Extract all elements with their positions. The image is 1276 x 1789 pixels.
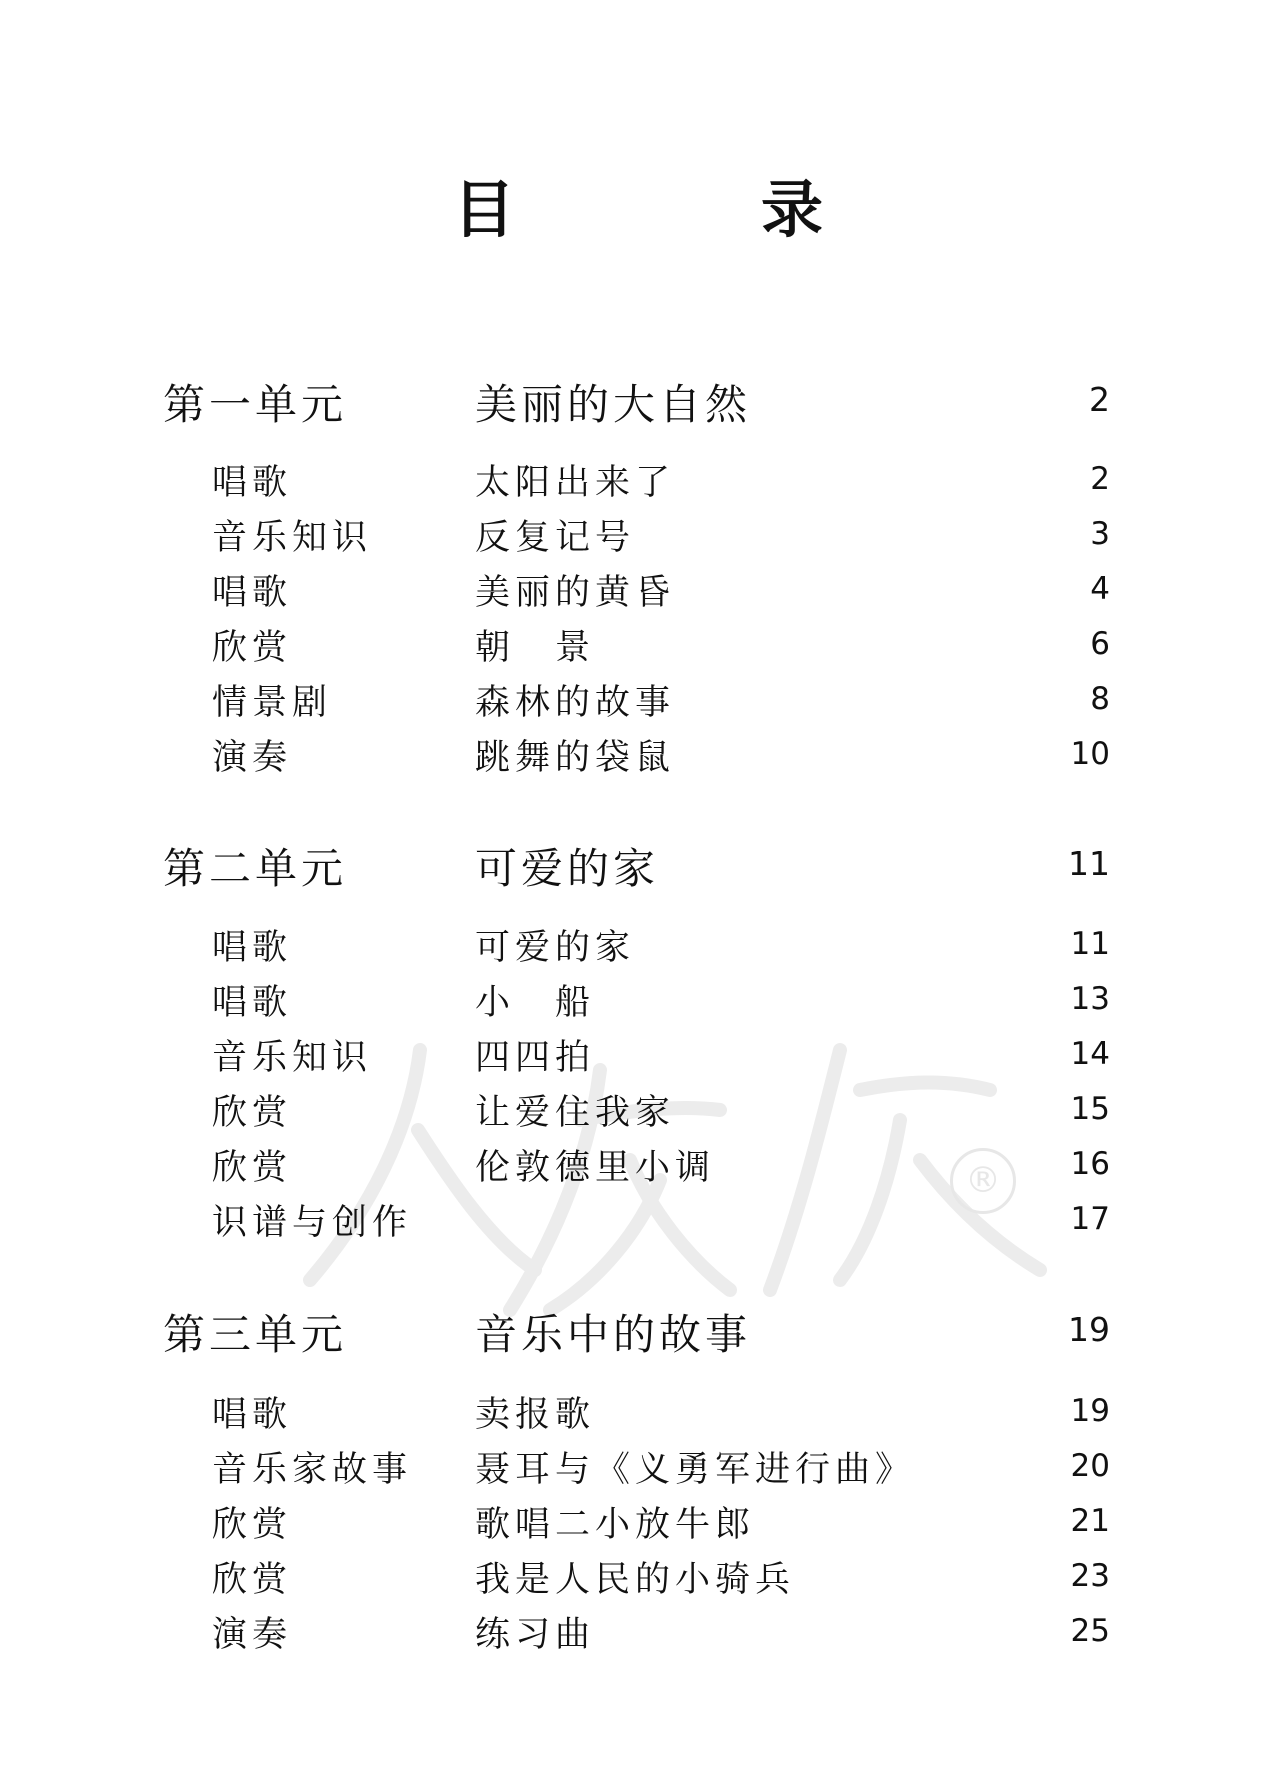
- entry-type: 情景剧: [212, 683, 333, 723]
- entry-title: 反复记号: [475, 518, 636, 558]
- entry-type: 音乐知识: [212, 1038, 373, 1078]
- entry-title: 伦敦德里小调: [475, 1148, 716, 1188]
- page-number: 14: [1070, 1036, 1110, 1072]
- page-number: 2: [1089, 380, 1110, 419]
- entry-type: 欣赏: [212, 628, 293, 668]
- page-number: 19: [1068, 1310, 1110, 1349]
- page-number: 13: [1070, 981, 1110, 1017]
- entry-type: 演奏: [212, 738, 293, 778]
- entry-title: 森林的故事: [475, 683, 676, 723]
- page-number: 6: [1090, 626, 1110, 662]
- page-number: 19: [1070, 1393, 1110, 1429]
- entry-type: 欣赏: [212, 1560, 293, 1600]
- page-number: 17: [1070, 1201, 1110, 1237]
- entry-type: 欣赏: [212, 1093, 293, 1133]
- page-title: 目 录: [452, 173, 915, 246]
- page-number: 21: [1070, 1503, 1110, 1539]
- page-number: 11: [1068, 844, 1110, 883]
- entry-title: 可爱的家: [475, 928, 636, 968]
- unit-label: 第二单元: [163, 844, 348, 893]
- entry-type: 唱歌: [212, 928, 293, 968]
- registered-mark: ®: [950, 1148, 1016, 1214]
- entry-type: 唱歌: [212, 573, 293, 613]
- entry-title: 让爱住我家: [475, 1093, 676, 1133]
- page-number: 2: [1090, 461, 1110, 497]
- page-number: 10: [1070, 736, 1110, 772]
- unit-label: 第一单元: [163, 380, 348, 429]
- entry-type: 唱歌: [212, 983, 293, 1023]
- entry-type: 音乐知识: [212, 518, 373, 558]
- unit-title: 美丽的大自然: [475, 380, 752, 429]
- entry-type: 唱歌: [212, 1395, 293, 1435]
- page-number: 16: [1070, 1146, 1110, 1182]
- page-number: 15: [1070, 1091, 1110, 1127]
- entry-title: 歌唱二小放牛郎: [475, 1505, 756, 1545]
- entry-title: 朝 景: [475, 628, 596, 668]
- page-number: 25: [1070, 1613, 1110, 1649]
- unit-label: 第三单元: [163, 1310, 348, 1359]
- entry-type: 识谱与创作: [212, 1203, 413, 1243]
- entry-type: 欣赏: [212, 1148, 293, 1188]
- page-number: 23: [1070, 1558, 1110, 1594]
- page-number: 20: [1070, 1448, 1110, 1484]
- page-number: 4: [1090, 571, 1110, 607]
- entry-title: 练习曲: [475, 1615, 596, 1655]
- entry-title: 聂耳与《义勇军进行曲》: [475, 1450, 916, 1490]
- unit-title: 可爱的家: [475, 844, 660, 893]
- page-number: 3: [1090, 516, 1110, 552]
- entry-title: 太阳出来了: [475, 463, 676, 503]
- entry-type: 演奏: [212, 1615, 293, 1655]
- entry-title: 美丽的黄昏: [475, 573, 676, 613]
- unit-title: 音乐中的故事: [475, 1310, 752, 1359]
- entry-title: 小 船: [475, 983, 596, 1023]
- entry-title: 跳舞的袋鼠: [475, 738, 676, 778]
- page-number: 8: [1090, 681, 1110, 717]
- entry-type: 音乐家故事: [212, 1450, 413, 1490]
- entry-type: 欣赏: [212, 1505, 293, 1545]
- page-number: 11: [1070, 926, 1110, 962]
- entry-title: 我是人民的小骑兵: [475, 1560, 796, 1600]
- entry-title: 卖报歌: [475, 1395, 596, 1435]
- entry-title: 四四拍: [475, 1038, 596, 1078]
- entry-type: 唱歌: [212, 463, 293, 503]
